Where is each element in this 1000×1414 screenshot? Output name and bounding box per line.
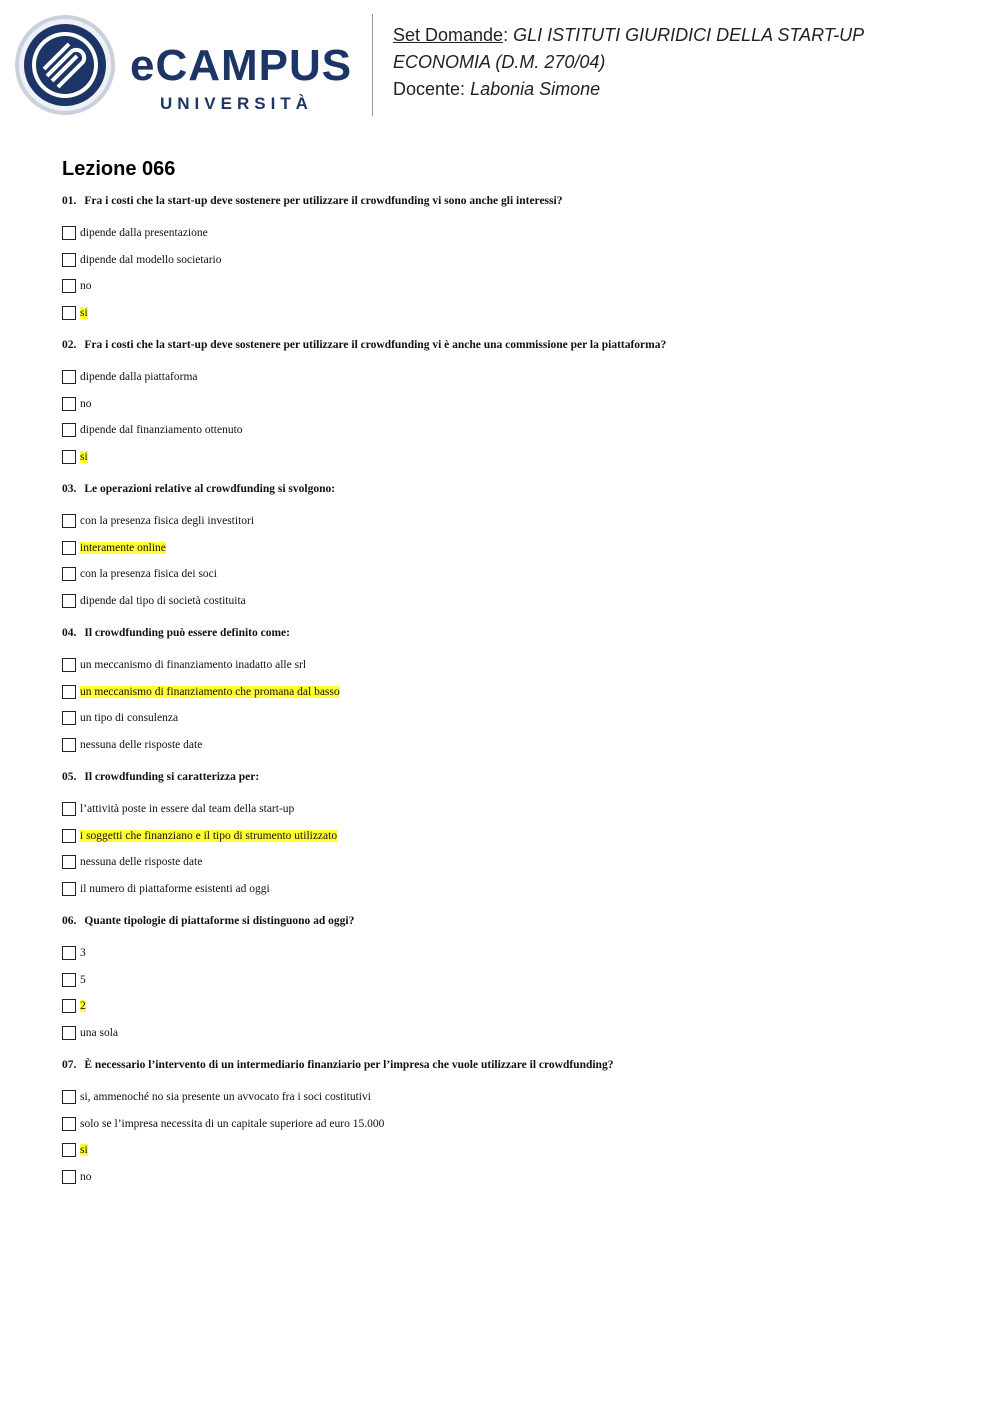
answer-option[interactable] <box>62 535 962 562</box>
answer-option[interactable] <box>62 679 962 706</box>
answer-label: si, ammenoché no sia presente un avvocato fra i soci costitutivi <box>80 1091 371 1104</box>
answer-checkbox[interactable] <box>62 882 76 896</box>
answer-checkbox[interactable] <box>62 370 76 384</box>
teacher-line <box>393 76 973 103</box>
answer-label: no <box>80 397 92 410</box>
question-block <box>62 194 962 326</box>
answer-label: solo se l’impresa necessita di un capitale superiore ad euro 15.000 <box>80 1117 385 1130</box>
answer-checkbox[interactable] <box>62 306 76 320</box>
answer-checkbox[interactable] <box>62 541 76 555</box>
answer-option[interactable] <box>62 561 962 588</box>
answer-checkbox[interactable] <box>62 685 76 699</box>
answer-checkbox[interactable] <box>62 253 76 267</box>
question-block <box>62 914 962 1046</box>
question-block <box>62 770 962 902</box>
ecampus-wordmark <box>130 36 360 116</box>
answer-checkbox[interactable] <box>62 999 76 1013</box>
answer-label-correct: 2 <box>80 1000 86 1013</box>
header-info <box>393 22 973 103</box>
answer-option[interactable] <box>62 273 962 300</box>
course-line-2: ECONOMIA (D.M. 270/04) <box>393 52 606 72</box>
answer-option[interactable] <box>62 796 962 823</box>
answer-label: una sola <box>80 1026 119 1039</box>
question-label: Il crowdfunding può essere definito come: <box>84 627 290 639</box>
question-block <box>62 338 962 470</box>
teacher-label: Docente: <box>393 79 466 99</box>
question-block <box>62 482 962 614</box>
answer-option[interactable] <box>62 391 962 418</box>
answer-checkbox[interactable] <box>62 829 76 843</box>
answer-option[interactable] <box>62 1084 962 1111</box>
answer-option[interactable] <box>62 732 962 759</box>
answer-label-correct: un meccanismo di finanziamento che promana dal basso <box>80 685 340 698</box>
lesson-title: Lezione 066 <box>62 158 176 180</box>
answer-option[interactable] <box>62 300 962 327</box>
question-number: 04. <box>62 627 77 639</box>
question-text <box>62 194 962 208</box>
logo-brand: eCAMPUS <box>130 41 353 90</box>
answer-option[interactable] <box>62 220 962 247</box>
answer-checkbox[interactable] <box>62 279 76 293</box>
answer-checkbox[interactable] <box>62 1117 76 1131</box>
question-text <box>62 914 962 928</box>
answer-checkbox[interactable] <box>62 450 76 464</box>
course-title: GLI ISTITUTI GIURIDICI DELLA START-UP <box>513 25 865 45</box>
answer-checkbox[interactable] <box>62 738 76 752</box>
question-label: È necessario l’intervento di un intermediario finanziario per l’impresa che vuole utilizzare il crowdfunding? <box>84 1059 614 1071</box>
answer-label-correct: si <box>80 450 88 463</box>
answer-checkbox[interactable] <box>62 514 76 528</box>
question-number: 03. <box>62 483 77 495</box>
answer-label: con la presenza fisica degli investitori <box>80 515 255 528</box>
answer-option[interactable] <box>62 823 962 850</box>
question-block <box>62 626 962 758</box>
answer-label: nessuna delle risposte date <box>80 856 203 869</box>
answer-checkbox[interactable] <box>62 658 76 672</box>
answer-option[interactable] <box>62 967 962 994</box>
answer-label: no <box>80 1170 92 1183</box>
question-number: 06. <box>62 915 77 927</box>
answer-option[interactable] <box>62 1137 962 1164</box>
answer-label-correct: si <box>80 306 88 319</box>
question-text <box>62 626 962 640</box>
answer-checkbox[interactable] <box>62 802 76 816</box>
answer-checkbox[interactable] <box>62 594 76 608</box>
answer-checkbox[interactable] <box>62 946 76 960</box>
question-number: 01. <box>62 195 77 207</box>
answer-option[interactable] <box>62 1164 962 1191</box>
answer-option[interactable] <box>62 247 962 274</box>
question-text <box>62 338 962 352</box>
question-text <box>62 482 962 496</box>
teacher-name: Labonia Simone <box>470 79 601 99</box>
question-label: Fra i costi che la start-up deve sostenere per utilizzare il crowdfunding vi sono anche gli interessi? <box>84 195 563 207</box>
header-divider <box>372 14 373 116</box>
answer-option[interactable] <box>62 849 962 876</box>
answer-checkbox[interactable] <box>62 567 76 581</box>
answer-checkbox[interactable] <box>62 711 76 725</box>
answer-option[interactable] <box>62 876 962 903</box>
question-block <box>62 1058 962 1190</box>
question-number: 05. <box>62 771 77 783</box>
answer-checkbox[interactable] <box>62 1026 76 1040</box>
answer-label: l’attività poste in essere dal team della start-up <box>80 803 295 816</box>
course-line: Set Domande: GLI ISTITUTI GIURIDICI DELLA START-UP <box>393 25 865 45</box>
answer-option[interactable] <box>62 444 962 471</box>
answer-checkbox[interactable] <box>62 1090 76 1104</box>
question-text <box>62 770 962 784</box>
question-number: 07. <box>62 1059 77 1071</box>
answer-label: il numero di piattaforme esistenti ad oggi <box>80 882 270 895</box>
question-list <box>62 194 962 1202</box>
question-label: Il crowdfunding si caratterizza per: <box>84 771 260 783</box>
answer-label: con la presenza fisica dei soci <box>80 568 217 581</box>
answer-label: no <box>80 280 92 293</box>
answer-label-correct: i soggetti che finanziano e il tipo di strumento utilizzato <box>80 829 338 842</box>
answer-label: nessuna delle risposte date <box>80 738 203 751</box>
answer-label: un meccanismo di finanziamento inadatto alle srl <box>80 659 307 672</box>
answer-option[interactable] <box>62 417 962 444</box>
answer-label: dipende dal modello societario <box>80 253 222 266</box>
answer-checkbox[interactable] <box>62 1170 76 1184</box>
question-label: Fra i costi che la start-up deve sostenere per utilizzare il crowdfunding vi è anche una commissione per la piattaforma? <box>84 339 667 351</box>
answer-option[interactable] <box>62 940 962 967</box>
question-label: Le operazioni relative al crowdfunding si svolgono: <box>84 483 336 495</box>
logo-subtitle: UNIVERSITÀ <box>160 94 313 113</box>
answer-label: dipende dalla presentazione <box>80 227 208 240</box>
answer-checkbox[interactable] <box>62 423 76 437</box>
answer-option[interactable] <box>62 364 962 391</box>
answer-label: dipende dal tipo di società costituita <box>80 594 246 607</box>
answer-option[interactable] <box>62 993 962 1020</box>
answer-option[interactable] <box>62 508 962 535</box>
answer-checkbox[interactable] <box>62 397 76 411</box>
answer-label: dipende dal finanziamento ottenuto <box>80 424 243 437</box>
answer-option[interactable] <box>62 1020 962 1047</box>
answer-label-correct: si <box>80 1144 88 1157</box>
answer-option[interactable] <box>62 705 962 732</box>
question-text <box>62 1058 962 1072</box>
answer-option[interactable] <box>62 588 962 615</box>
answer-label: dipende dalla piattaforma <box>80 371 198 384</box>
set-label: Set Domande <box>393 25 504 45</box>
question-label: Quante tipologie di piattaforme si distinguono ad oggi? <box>84 915 355 927</box>
answer-label-correct: interamente online <box>80 541 166 554</box>
answer-option[interactable] <box>62 652 962 679</box>
answer-checkbox[interactable] <box>62 1143 76 1157</box>
answer-checkbox[interactable] <box>62 226 76 240</box>
question-number: 02. <box>62 339 77 351</box>
answer-label: 3 <box>80 947 86 960</box>
answer-checkbox[interactable] <box>62 855 76 869</box>
university-seal-logo <box>14 14 116 116</box>
page-header <box>0 0 1000 130</box>
answer-checkbox[interactable] <box>62 973 76 987</box>
answer-label: 5 <box>80 973 86 986</box>
answer-label: un tipo di consulenza <box>80 712 179 725</box>
answer-option[interactable] <box>62 1111 962 1138</box>
